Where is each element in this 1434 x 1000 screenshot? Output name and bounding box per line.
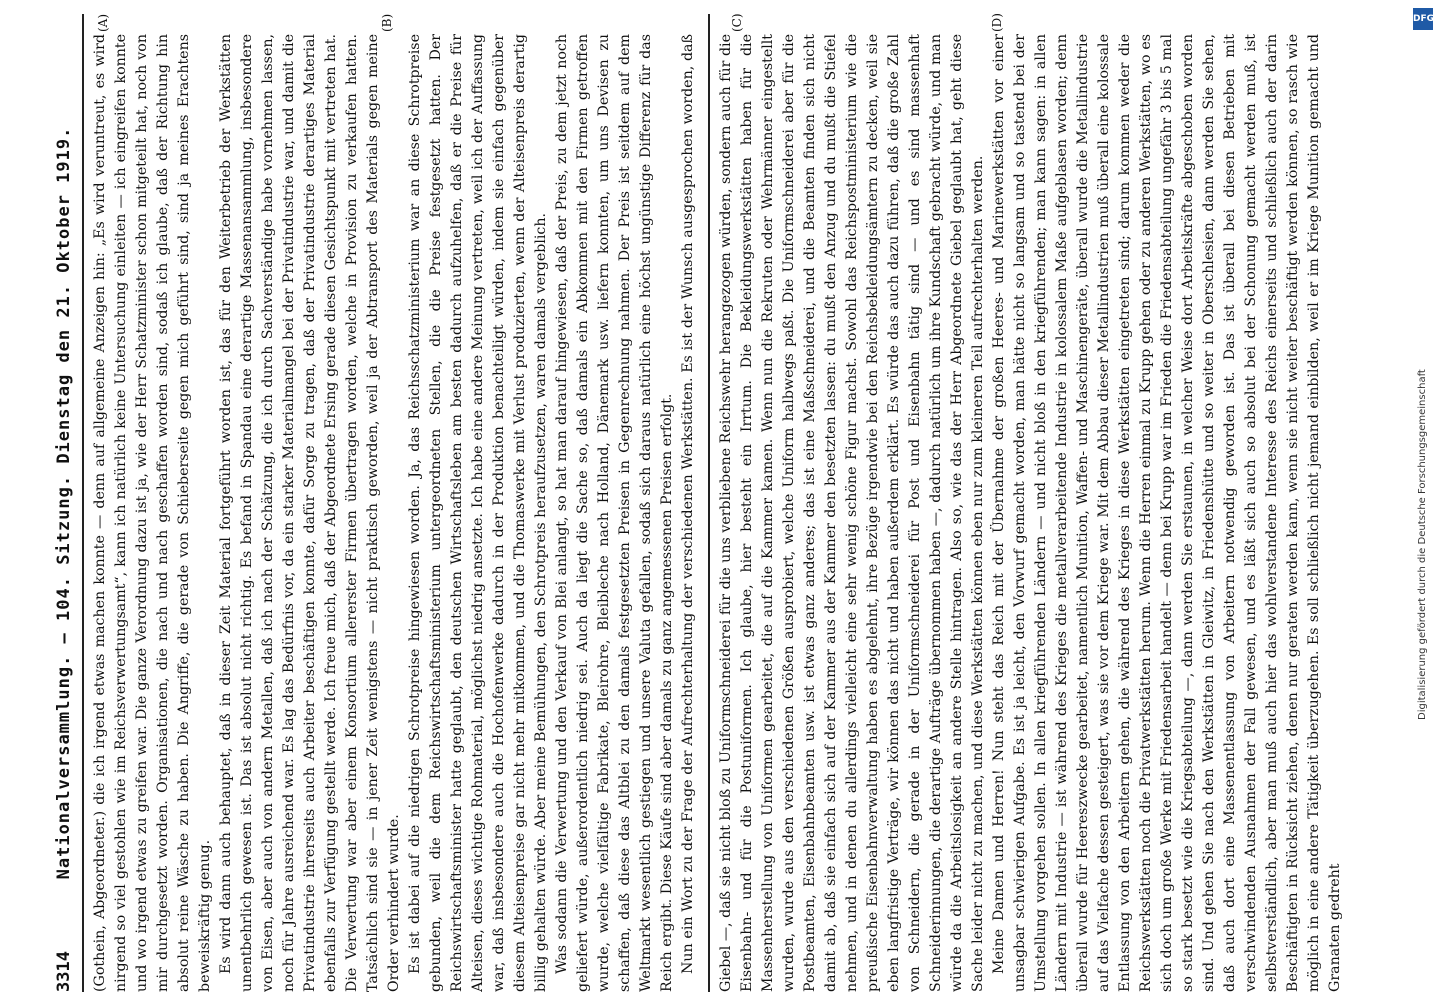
paragraph: Es wird dann auch behauptet, daß in dieser Zeit Material fortgeführt worden ist, das für den Weiterbetrieb der Werkstätten unentbehrlich gewesen ist. Das ist absolut nicht richtig. Es befand in Spandau eine derartige Massenansammlung, insbesondere von Eisen, aber auch von andern Metallen, daß ich nach der Schätzung, die ich durch Sachverständige habe vornehmen lassen, noch für Jahre ausreichend war. Es lag das Bedürfnis vor, da ein starker Materialmangel bei der Privatindustrie war, und damit die Privatindustrie ihrerseits auch Arbeiter beschäftigen konnte, dafür Sorge zu tragen, daß der Privatindustrie derartiges Material ebenfalls zur Verfügung gestellt werde. Ich freue mich, daß der Abgeordnete Ersing gerade diesen Gesichtspunkt mit vertreten hat. Die Verwertung war aber einem Konsortium allererster Firmen übertragen worden, welche in Provision zu verkaufen hatten. Tatsächlich sind sie — in jener Zeit wenigstens — nicht praktisch geworden, weil ja der Abtransport des Materials gegen meine Order verhindert wurde. bbox=[218, 34, 402, 992]
paragraph: Es ist dabei auf die niedrigen Schrotpreise hingewiesen worden. Ja, das Reichsschatzministerium war an diese Schrotpreise gebunden, weil die dem Reichswirtschaftsministerium untergeordneten Stellen, die die Preise festgesetzt hatten. Der Reichswirtschaftsminister hatte geglaubt, den deutschen Wirtschaftsleben am besten dadurch aufzuhelfen, daß er die Preise für Alteisen, dieses wichtige Rohmaterial, möglichst niedrig ansetzte. Ich habe eine andere Meinung vertreten, weil ich der Auffassung war, daß insbesondere auch die Hochofenwerke dadurch in der Produktion benachteiligt würden, indem sie einfach gegenüber diesem Alteisenpreise gar nicht mehr mitkommen, und die Thomaswerke mit Verlust produzierten, wenn der Alteisenpreis derartig billig gehalten würde. Aber meine Bemühungen, den Schrotpreis heraufzusetzen, waren damals vergeblich. bbox=[407, 34, 549, 992]
paragraph: Giebel —, daß sie nicht bloß zu Uniformschneiderei für die uns verbliebene Reichswehr herangezogen würden, sondern auch für die Eisenbahn- und für die Postuniformen. Ich glaube, hier besteht ein Irrtum. Die Bekleidungswerkstätten haben für die Massenherstellung von Uniformen gearbeitet, die auf die Kammer kamen. Wenn nun die Rekruten oder Wehrmänner eingestellt wurden, wurde aus den verschiedenen Größen ausprobiert, welche Uniform halbwegs paßt. Die Uniformschneiderei aber für die Postbeamten, Eisenbahnbeamten usw. ist etwas ganz anderes; das ist eine Maßschneiderei, und die Beamten finden sich nicht damit ab, daß sie einfach sich auf der Kammer aus der Kammer den besetzten lassen: du mußt den Anzug und du mußt die Stiefel nehmen, und in denen du allerdings vielleicht eine sehr wenig schöne Figur machst. Sowohl das Reichspostministerium wie die preußische Eisenbahnverwaltung haben es abgelehnt, ihre Bezüge irgendwie bei den Reichsbekleidungsämtern zu decken, weil sie eben langfristige Verträge, wir können das nicht und haben außerdem erklärt. Es würde das auch dazu führen, daß die große Zahl von Schneidern, die gerade in der Uniformschneiderei für Post und Eisenbahn tätig sind — und es sind massenhaft Schneiderinnungen, die derartige Aufträge übernommen haben —, dadurch natürlich um ihre Kundschaft gebracht würde, und man würde da die Arbeitslosigkeit an andere Stelle hintragen. Also so, wie das der Herr Abgeordnete Giebel geglaubt hat, geht diese Sache leider nicht zu machen, und diese Werkstätten können eben nur zum kleineren Teil aufrechterhalten werden. bbox=[718, 34, 986, 992]
margin-marker-a: (A) bbox=[96, 13, 110, 32]
paragraph: Was sodann die Verwertung und den Verkauf von Blei anlangt, so hat man darauf hingewiesen, daß der Preis, zu dem jetzt noch geliefert würde, außerordentlich niedrig sei. Auch da liegt die Sache so, daß damals ein Abkommen mit den Firmen getroffen wurde, welche vielfältige Fabrikate, Bleirohre, Bleibleche nach Holland, Dänemark usw. liefern konnten, um uns Devisen zu schaffen, daß diese das Altblei zu den damals festgesetzten Preisen in Gegenrechnung nahmen. Der Preis ist seitdem auf dem Weltmarkt wesentlich gestiegen und unsere Valuta gefallen, sodaß sich daraus natürlich eine höchst ungünstige Differenz für das Reich ergibt. Diese Käufe sind aber damals zu ganz angemessenen Preisen erfolgt. bbox=[554, 34, 675, 992]
margin-marker-d: (D) bbox=[990, 13, 1004, 32]
page-title: Nationalversammlung. — 104. Sitzung. Dienstag den 21. Oktober 1919. bbox=[54, 126, 74, 880]
left-column bbox=[90, 34, 700, 992]
paragraph: Meine Damen und Herren! Nun steht das Reich mit der Übernahme der großen Heeres- und Marinewerkstätten vor einer unsagbar schwierigen Aufgabe. Es ist ja leicht, den Vorwurf gemacht worden, man hätte nicht so langsam und so tastend bei der Umstellung vorgehen sollen. In allen kriegführenden Ländern — und nicht bloß in den kriegführenden; man kann sagen: in allen Ländern mit Industrie — ist während des Krieges die metallverarbeitende Industrie in kolossalem Maße aufgeblasen worden; denn überall wurde für Heereszwecke gearbeitet, namentlich Munition, Waffen- und Maschinengeräte, überall wurde die Metallindustrie auf das Vielfache dessen gesteigert, was sie vor dem Kriege war. Mit dem Abbau dieser Metallindustrien muß überall eine kolossale Entlassung von den Arbeitern gehen, die während des Krieges in diese Werkstätten eingetreten sind; darum kommen weder die Reichswerkstätten noch die Privatwerkstätten herum. Wenn die Herren einmal zu Krupp gehen oder zu anderen Werkstätten, wo es sich doch um große Werke mit Friedensarbeit handelt — denn bei Krupp war im Frieden die Friedensabteilung ungefähr 3 bis 5 mal so stark besetzt wie die Kriegsabteilung —, dann werden Sie erstaunen, in welcher Weise dort Arbeitskräfte abgeschoben worden sind. Und gehen Sie nach den Werkstätten in Gleiwitz, in Friedenshütte und so weiter in Oberschlesien, dann werden Sie sehen, daß auch dort eine Massenentlassung von Arbeitern notwendig geworden ist. Das ist überall bei diesen Betrieben mit verschwindenden Ausnahmen der Fall gewesen, und es läßt sich auch so absolut bei der Schonung gemacht werden muß, ist selbstverständlich, aber man muß auch hier das wohlverstandene Interesse des Reichs einerseits und schließlich auch der darin Beschäftigten in Rücksicht ziehen, denen nur geraten werden kann, wenn sie nicht weiter beschäftigt werden können, so rasch wie möglich in eine andere Tätigkeit überzugehen. Es soll schließlich nicht jemand einbilden, weil er im Kriege Munition gemacht und Granaten gedreht bbox=[991, 34, 1343, 992]
rotated-page bbox=[50, 14, 1410, 992]
page-header bbox=[50, 14, 80, 992]
paragraph: (Gothein, Abgeordneter.) die ich irgend etwas machen konnte — denn auf allgemeine Anzeigen hin: „Es wird veruntreut, es wird nirgend so viel gestohlen wie im Reichsverwertungsamt“, kann ich natürlich keine Untersuchung einleiten — ich eingreifen konnte und wo irgend etwas zu greifen war. Die ganze Verordnung dazu ist ja, wie der Herr Schatzminister schon mitgeteilt hat, noch von mir durchgesetzt worden. Organisationen, die nach und nach geschaffen worden sind, sodaß ich glaube, daß der Richtung hin absolut reine Wäsche zu haben. Die Angriffe, die gerade von Schieberseite gegen mich geführt sind, sind ja meines Erachtens beweiskräftig genug. bbox=[92, 34, 213, 992]
paragraph: Nun ein Wort zu der Frage der Aufrechterhaltung der verschiedenen Werkstätten. Es ist der Wunsch ausgesprochen worden, daß bbox=[680, 34, 696, 974]
header-rule bbox=[82, 14, 84, 992]
digitization-sidebar bbox=[1412, 0, 1434, 1000]
margin-marker-c: (C) bbox=[730, 13, 744, 32]
margin-marker-b: (B) bbox=[380, 13, 394, 32]
digitization-note: Digitalisierung gefördert durch die Deutsche Forschungsgemeinschaft bbox=[1417, 369, 1428, 720]
dfg-logo: DFG bbox=[1413, 8, 1433, 30]
page-number: 3314 bbox=[54, 951, 74, 992]
right-column bbox=[716, 34, 1406, 992]
digitization-note-wrapper bbox=[1414, 40, 1432, 1000]
column-divider bbox=[708, 14, 710, 992]
